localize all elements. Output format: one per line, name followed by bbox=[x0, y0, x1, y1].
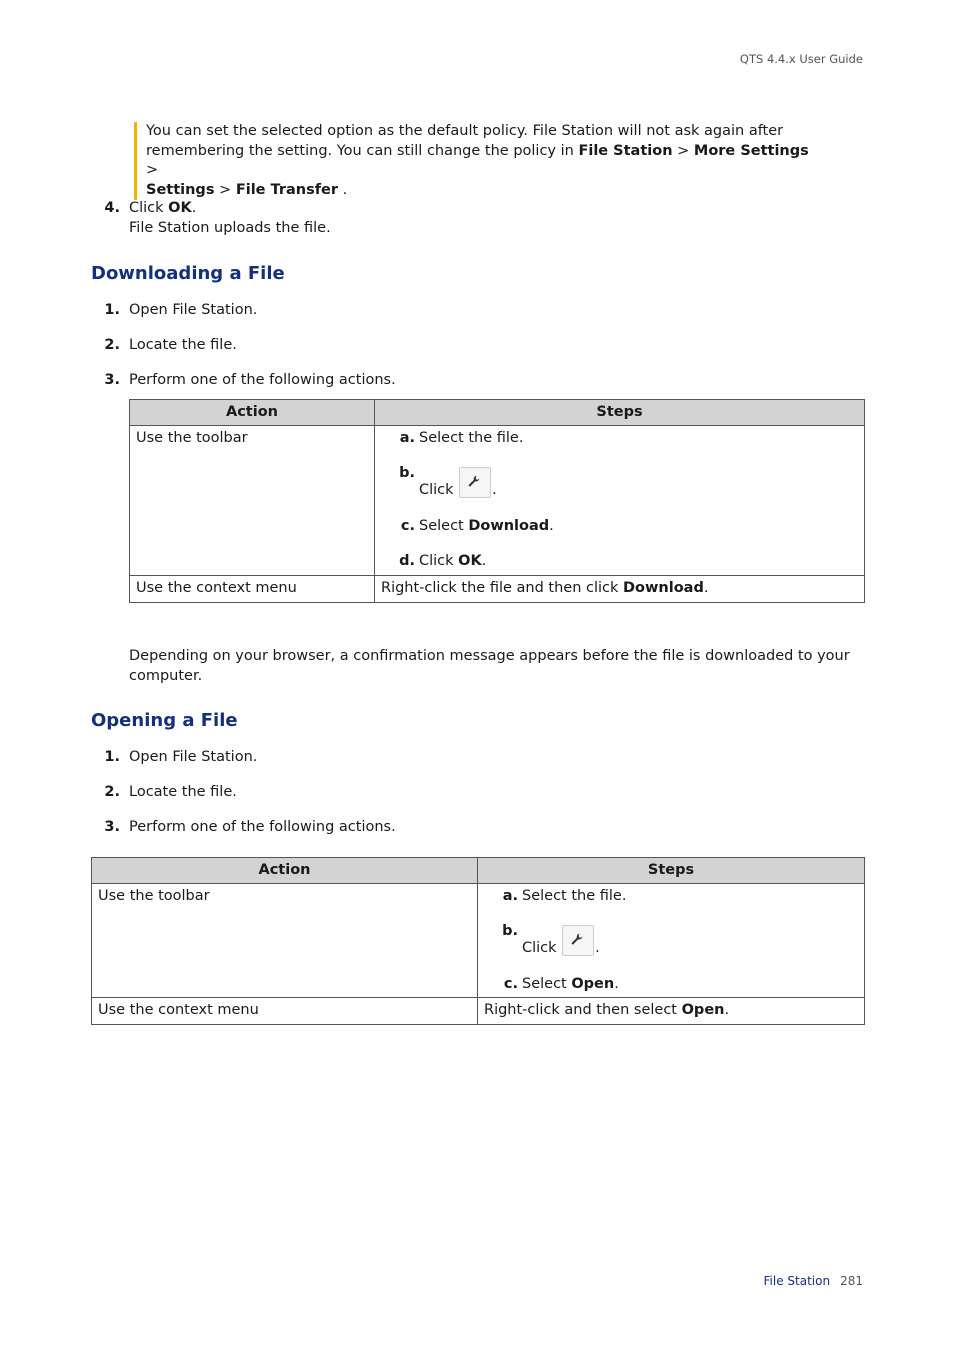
step-number: 2. bbox=[104, 784, 120, 800]
steps-cell bbox=[375, 425, 865, 575]
footer-section-name: File Station bbox=[763, 1274, 831, 1289]
download-step-3 bbox=[98, 371, 396, 391]
sub-step-text: Click bbox=[522, 940, 557, 957]
sub-step-b: b. Click . bbox=[484, 922, 858, 959]
table-row bbox=[130, 425, 865, 575]
action-cell: Use the toolbar bbox=[130, 425, 375, 575]
sub-step-bold: Open bbox=[571, 975, 615, 992]
step-dot: . bbox=[191, 200, 197, 216]
sub-step-d: d. Click OK. bbox=[381, 552, 858, 572]
step-number: 1. bbox=[104, 749, 120, 765]
table-row bbox=[92, 883, 865, 998]
note-sep: > bbox=[672, 142, 694, 159]
note-sep: > bbox=[146, 162, 159, 179]
open-actions-table bbox=[91, 857, 865, 1025]
sub-step-text: Click bbox=[419, 482, 454, 499]
page-footer bbox=[764, 1272, 863, 1292]
sub-step-letter: b. bbox=[399, 465, 415, 482]
download-step-2 bbox=[98, 336, 237, 356]
step-number: 3. bbox=[104, 819, 120, 835]
note-path-file-transfer: File Transfer bbox=[235, 181, 339, 198]
steps-text: Right-click the file and then click bbox=[381, 579, 624, 596]
sub-step-bold: OK bbox=[458, 553, 482, 570]
wrench-icon[interactable] bbox=[562, 925, 594, 956]
note-text: You can set the selected option as the default policy. File Station will not ask again after remembering the setting. You can still change the policy in bbox=[146, 123, 784, 159]
sub-step-c: c. Select Download. bbox=[381, 517, 858, 537]
wrench-icon[interactable] bbox=[459, 467, 491, 498]
action-cell: Use the toolbar bbox=[92, 883, 478, 998]
page-number: 281 bbox=[840, 1274, 863, 1289]
open-step-2 bbox=[98, 783, 237, 803]
sub-step-text: Select the file. bbox=[522, 887, 627, 904]
sub-step-text: Click bbox=[419, 553, 459, 570]
column-header-action: Action bbox=[92, 858, 478, 884]
sub-step-letter: d. bbox=[399, 553, 415, 570]
sub-step-letter: c. bbox=[503, 975, 518, 992]
open-step-3 bbox=[98, 818, 396, 838]
table-header-row bbox=[130, 400, 865, 426]
action-cell: Use the context menu bbox=[92, 998, 478, 1025]
step-number: 3. bbox=[104, 372, 120, 388]
sub-step-c: c. Select Open. bbox=[484, 975, 858, 995]
sub-step-b: b. Click . bbox=[381, 464, 858, 501]
running-header: QTS 4.4.x User Guide bbox=[739, 52, 863, 66]
sub-step-bold: Download bbox=[468, 517, 550, 534]
sub-step-a bbox=[484, 887, 858, 907]
note-end: . bbox=[338, 181, 348, 198]
table-row bbox=[130, 575, 865, 602]
note-box bbox=[134, 122, 816, 200]
steps-cell bbox=[478, 883, 865, 998]
step-text: Perform one of the following actions. bbox=[129, 372, 396, 388]
download-actions-table bbox=[129, 399, 865, 603]
column-header-steps: Steps bbox=[478, 858, 865, 884]
sub-step-text: Select the file. bbox=[419, 429, 524, 446]
column-header-steps: Steps bbox=[375, 400, 865, 426]
note-path-more-settings: More Settings bbox=[693, 142, 809, 159]
sub-step-letter: a. bbox=[502, 887, 518, 904]
step-text: Open File Station. bbox=[129, 302, 258, 318]
open-step-1 bbox=[98, 748, 257, 768]
step-text: Perform one of the following actions. bbox=[129, 819, 396, 835]
step-number: 4. bbox=[104, 200, 120, 216]
step-ok: OK bbox=[168, 200, 192, 216]
steps-cell: Right-click and then select Open. bbox=[478, 998, 865, 1025]
heading-downloading: Downloading a File bbox=[91, 263, 285, 284]
steps-cell: Right-click the file and then click Download. bbox=[375, 575, 865, 602]
sub-step-a bbox=[381, 429, 858, 449]
table-row bbox=[92, 998, 865, 1025]
heading-opening: Opening a File bbox=[91, 710, 238, 731]
step-text: Locate the file. bbox=[129, 337, 237, 353]
steps-bold: Open bbox=[681, 1002, 725, 1019]
sub-step-letter: b. bbox=[502, 923, 518, 940]
step-4 bbox=[98, 199, 331, 238]
column-header-action: Action bbox=[130, 400, 375, 426]
steps-bold: Download bbox=[623, 579, 704, 596]
steps-text: Right-click and then select bbox=[484, 1002, 682, 1019]
note-path-file-station: File Station bbox=[578, 142, 673, 159]
download-note-text: Depending on your browser, a confirmation message appears before the file is downloaded to your computer. bbox=[129, 648, 850, 684]
table-header-row bbox=[92, 858, 865, 884]
step-text: Open File Station. bbox=[129, 749, 258, 765]
note-sep: > bbox=[214, 181, 236, 198]
sub-step-text: Select bbox=[419, 517, 469, 534]
sub-step-letter: a. bbox=[399, 429, 415, 446]
action-cell: Use the context menu bbox=[130, 575, 375, 602]
sub-step-letter: c. bbox=[400, 517, 415, 534]
sub-step-text: Select bbox=[522, 975, 572, 992]
step-number: 1. bbox=[104, 302, 120, 318]
download-step-1 bbox=[98, 301, 257, 321]
note-path-settings: Settings bbox=[146, 181, 215, 198]
step-result: File Station uploads the file. bbox=[129, 219, 331, 236]
step-text: Locate the file. bbox=[129, 784, 237, 800]
step-text: Click bbox=[129, 200, 169, 216]
step-number: 2. bbox=[104, 337, 120, 353]
